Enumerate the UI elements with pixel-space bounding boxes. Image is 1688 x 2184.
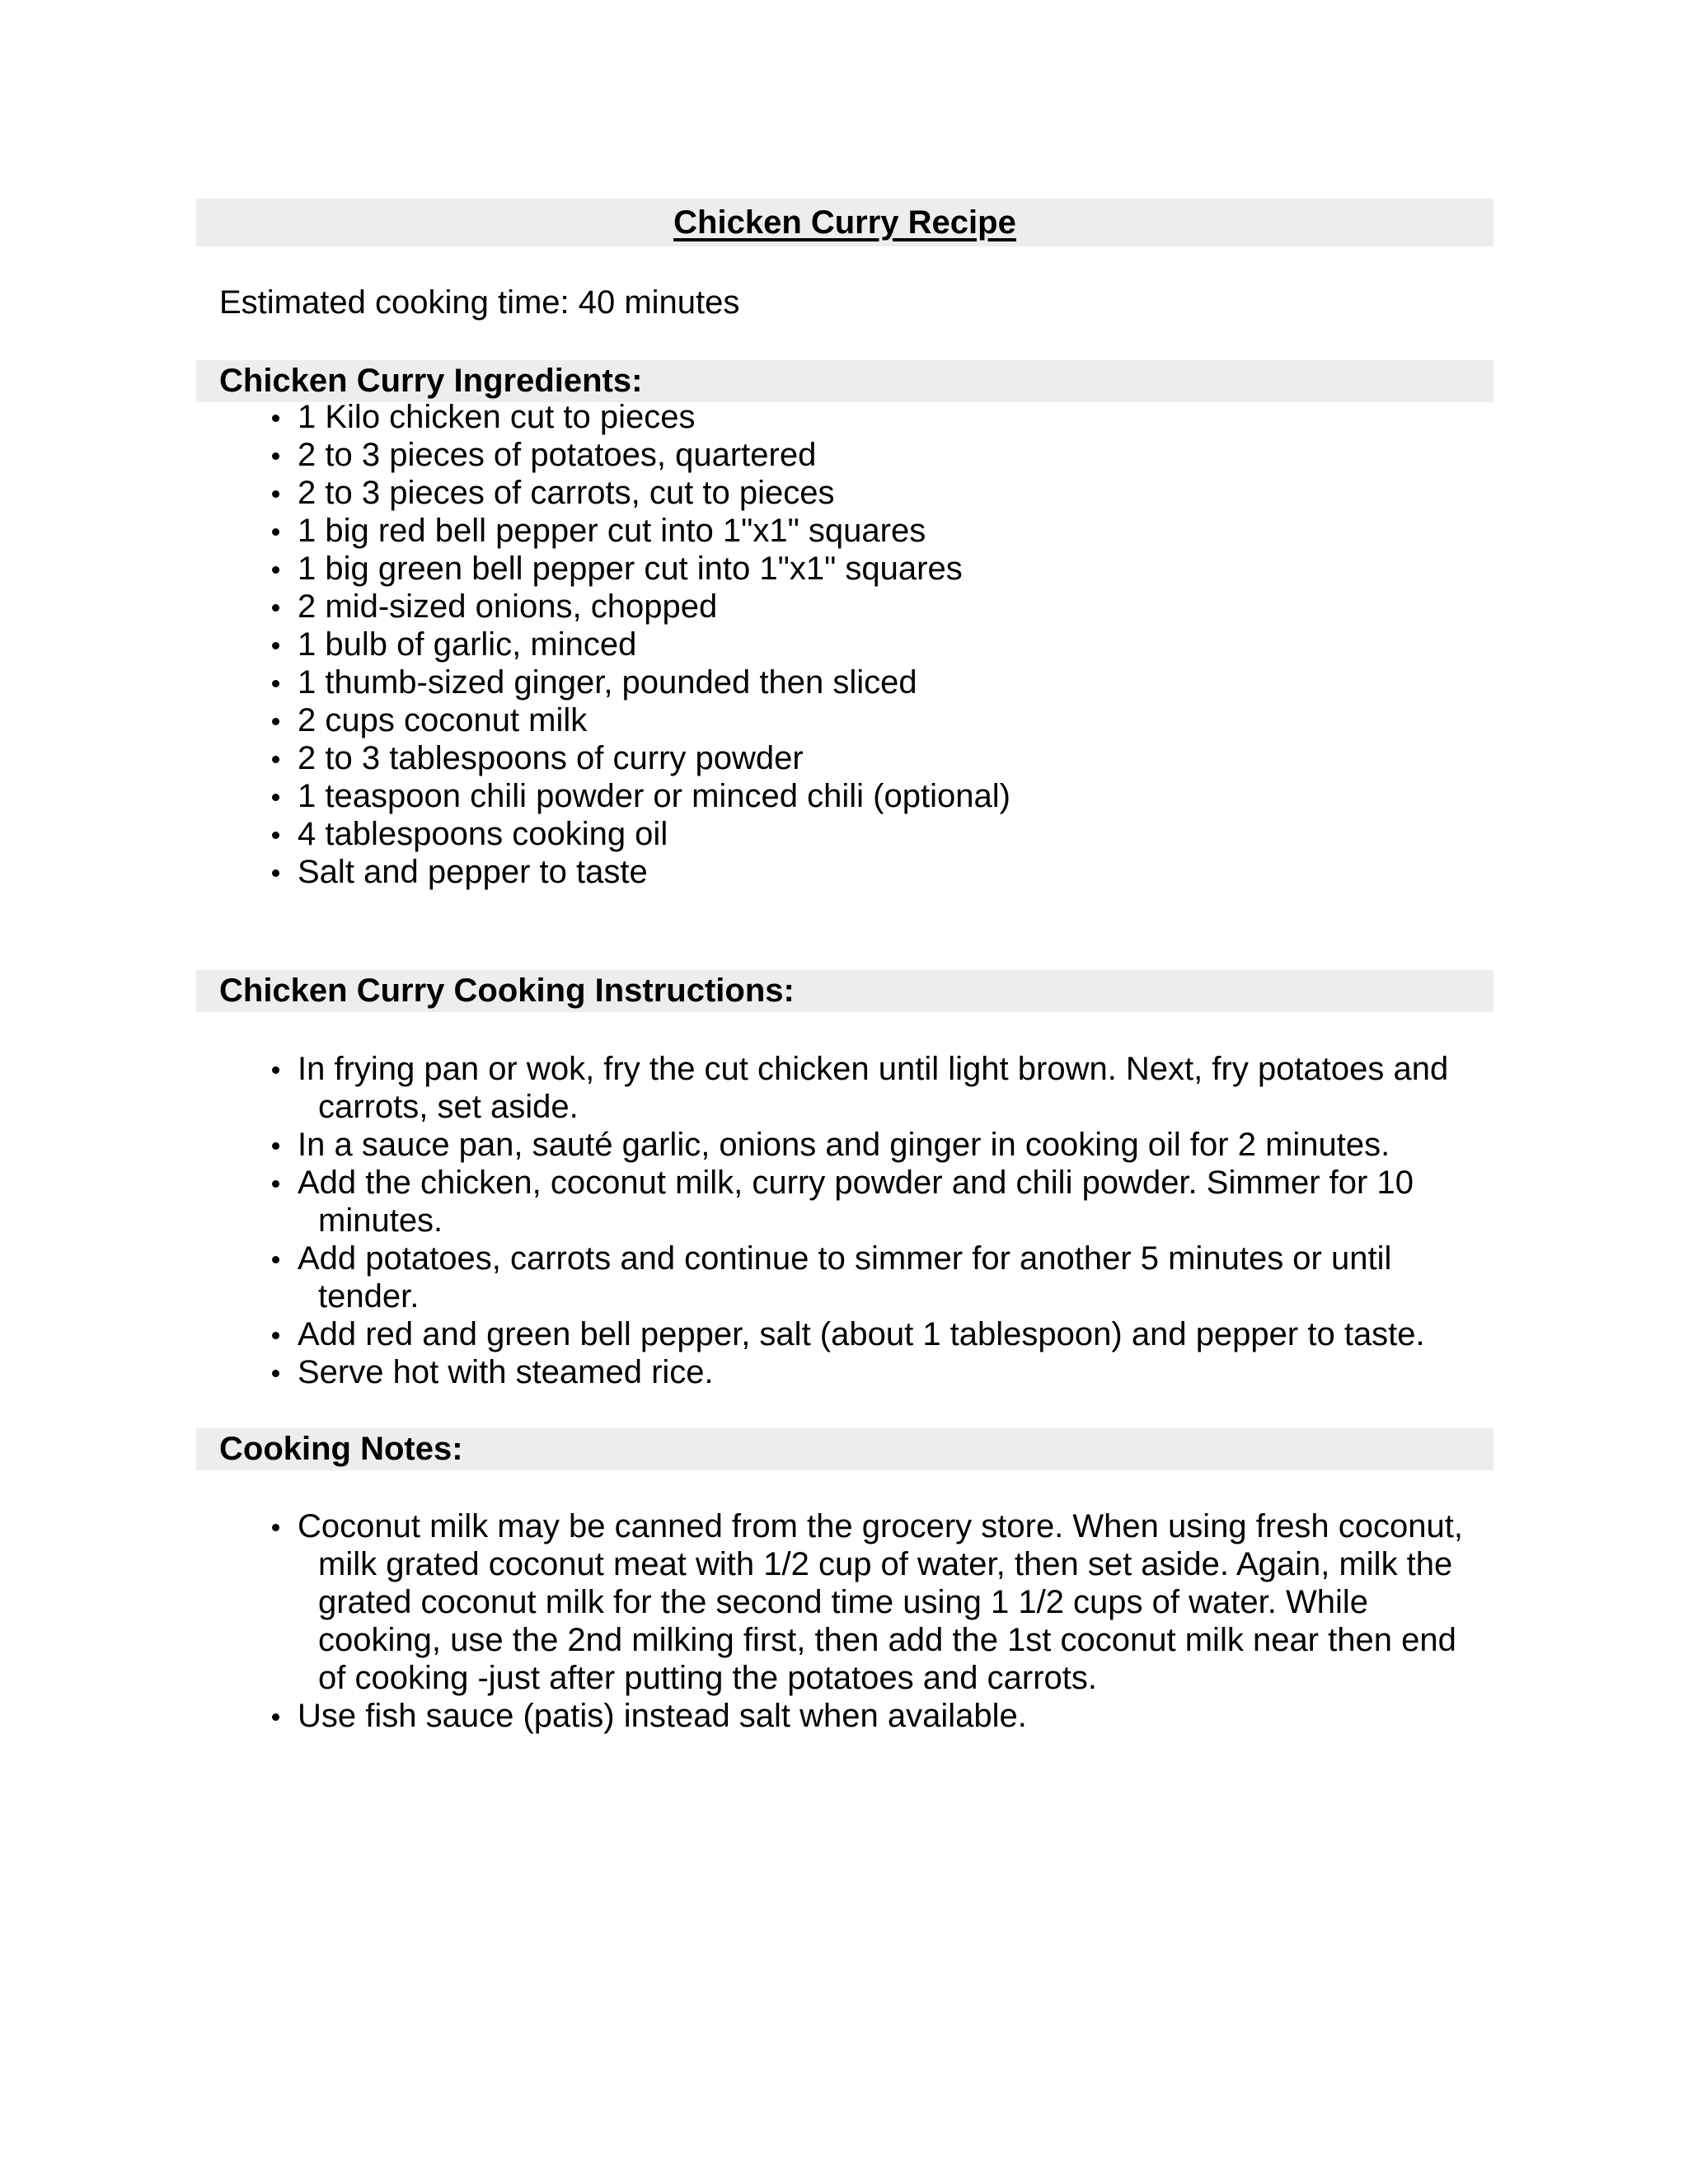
instruction-text: Add the chicken, coconut milk, curry powder and chili powder. Simmer for 10 minutes. <box>298 1165 1414 1239</box>
list-item <box>268 1507 1479 1697</box>
list-item <box>268 1164 1479 1240</box>
ingredient-text: Salt and pepper to taste <box>298 854 648 890</box>
list-item <box>268 815 1479 853</box>
instructions-heading: Chicken Curry Cooking Instructions: <box>219 972 795 1009</box>
ingredient-text: 2 cups coconut milk <box>298 702 588 738</box>
list-item <box>268 1126 1479 1164</box>
list-item <box>268 777 1479 815</box>
ingredients-heading: Chicken Curry Ingredients: <box>219 363 643 399</box>
list-item <box>268 853 1479 891</box>
ingredient-text: 1 thumb-sized ginger, pounded then sliced <box>298 664 917 701</box>
instruction-text: Add potatoes, carrots and continue to simmer for another 5 minutes or until tender. <box>298 1240 1392 1315</box>
list-item <box>268 588 1479 626</box>
title-band <box>196 199 1493 246</box>
ingredient-text: 2 to 3 pieces of potatoes, quartered <box>298 437 817 473</box>
instruction-text: In frying pan or wok, fry the cut chicken until light brown. Next, fry potatoes and carrots, set aside. <box>298 1051 1449 1125</box>
ingredient-text: 1 Kilo chicken cut to pieces <box>298 399 696 435</box>
list-item <box>268 512 1479 550</box>
list-item <box>268 701 1479 739</box>
list-item <box>268 663 1479 701</box>
cooking-time: Estimated cooking time: 40 minutes <box>219 284 740 321</box>
list-item <box>268 398 1479 436</box>
notes-heading: Cooking Notes: <box>219 1431 463 1467</box>
list-item <box>268 550 1479 588</box>
instruction-text: Add red and green bell pepper, salt (about 1 tablespoon) and pepper to taste. <box>298 1316 1425 1352</box>
notes-header-band <box>196 1428 1493 1470</box>
instruction-text: In a sauce pan, sauté garlic, onions and ginger in cooking oil for 2 minutes. <box>298 1127 1390 1163</box>
instructions-list <box>268 1050 1479 1391</box>
list-item <box>268 474 1479 512</box>
ingredient-text: 1 big red bell pepper cut into 1"x1" squares <box>298 513 926 549</box>
instructions-header-band <box>196 970 1493 1012</box>
list-item <box>268 1315 1479 1353</box>
note-text: Coconut milk may be canned from the grocery store. When using fresh coconut, milk grated coconut meat with 1/2 cup of water, then set aside. Again, milk the grated coconut milk for the second time using 1 1/2 cups of water. While cooking, use the 2nd milking first, then add the 1st coconut milk near then end of cooking -just after putting the potatoes and carrots. <box>298 1508 1464 1696</box>
ingredient-text: 1 big green bell pepper cut into 1"x1" squares <box>298 551 963 587</box>
list-item <box>268 626 1479 663</box>
instruction-text: Serve hot with steamed rice. <box>298 1354 714 1390</box>
ingredient-text: 1 bulb of garlic, minced <box>298 626 637 663</box>
list-item <box>268 1050 1479 1126</box>
list-item <box>268 1697 1479 1735</box>
list-item <box>268 436 1479 474</box>
ingredient-text: 1 teaspoon chili powder or minced chili (optional) <box>298 778 1010 814</box>
list-item <box>268 1240 1479 1315</box>
ingredient-text: 2 to 3 pieces of carrots, cut to pieces <box>298 475 835 511</box>
ingredients-list <box>268 398 1479 891</box>
notes-list <box>268 1507 1479 1735</box>
ingredient-text: 4 tablespoons cooking oil <box>298 816 668 852</box>
ingredient-text: 2 mid-sized onions, chopped <box>298 588 718 625</box>
ingredients-header-band <box>196 360 1493 402</box>
list-item <box>268 1353 1479 1391</box>
ingredient-text: 2 to 3 tablespoons of curry powder <box>298 740 804 776</box>
note-text: Use fish sauce (patis) instead salt when available. <box>298 1698 1027 1734</box>
list-item <box>268 739 1479 777</box>
page-title: Chicken Curry Recipe <box>673 204 1016 241</box>
